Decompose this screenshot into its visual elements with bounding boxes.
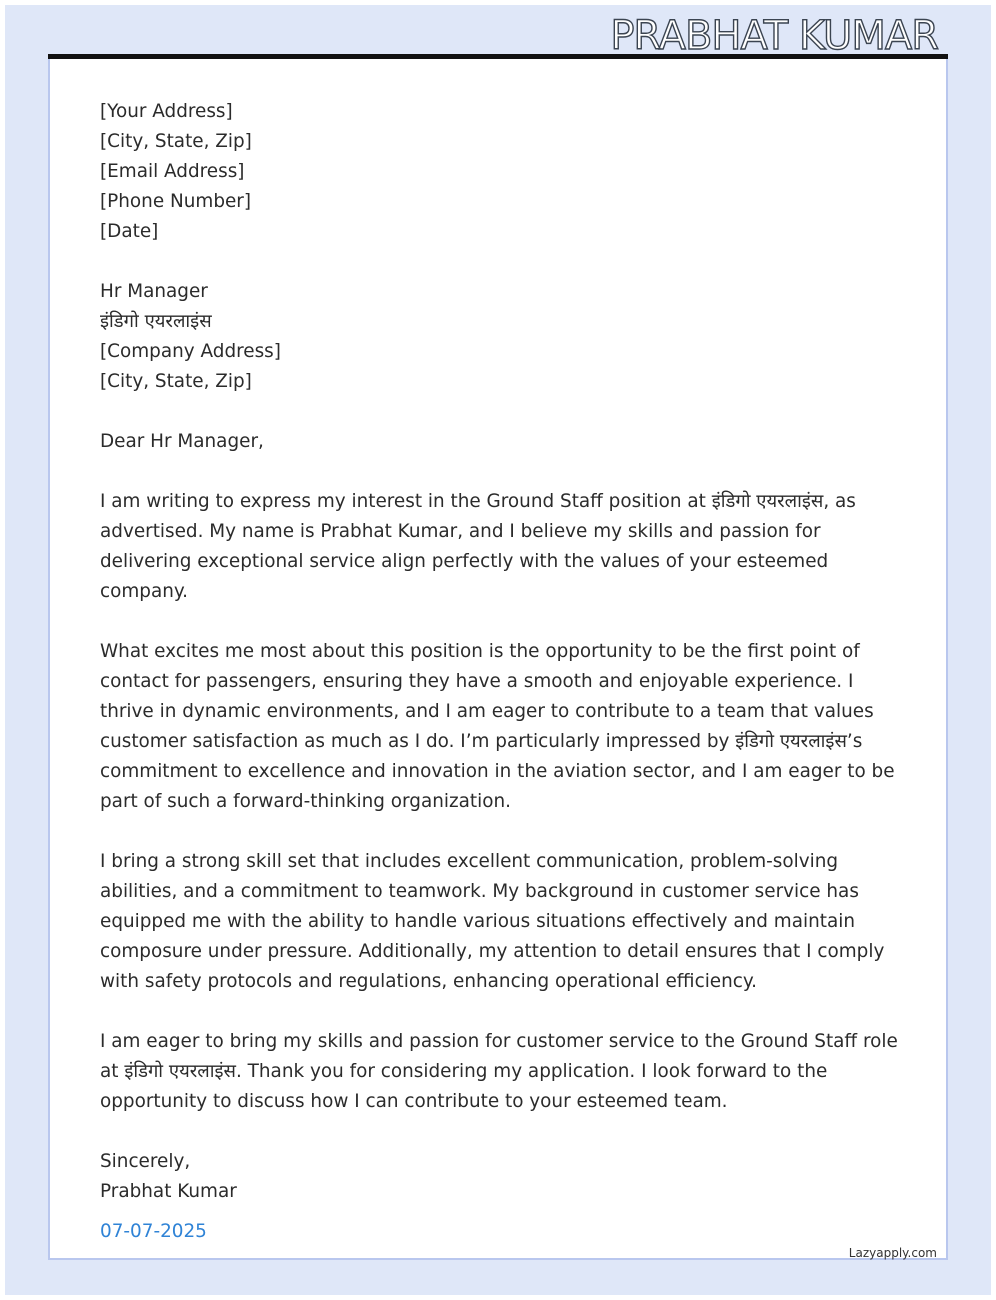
spacer <box>100 247 900 277</box>
recipient-company: इंडिगो एयरलाइंस <box>100 311 212 332</box>
paragraph-closing: I am eager to bring my skills and passion for customer service to the Ground Staff role at इंडिगो एयरलाइंस. Thank you for considering my application. I look forward to the opportunity to discuss how I can contribute to your esteemed team. <box>100 1031 898 1112</box>
spacer <box>100 397 900 427</box>
spacer <box>100 817 900 847</box>
sender-address: [Your Address] <box>100 101 233 122</box>
salutation: Dear Hr Manager, <box>100 431 264 452</box>
signature-name: Prabhat Kumar <box>100 1181 237 1202</box>
applicant-name-header: PRABHAT KUMAR <box>610 13 938 59</box>
watermark-text: Lazyapply.com <box>848 1246 937 1260</box>
recipient-title: Hr Manager <box>100 281 208 302</box>
recipient-city-state-zip: [City, State, Zip] <box>100 371 252 392</box>
sender-date: [Date] <box>100 221 159 242</box>
paragraph-skills: I bring a strong skill set that includes excellent communication, problem-solving abilities, and a commitment to teamwork. My background in customer service has equipped me with the ability to handle various situations effectively and maintain composure under pressure. Additionally, my attention to detail ensures that I comply with safety protocols and regulations, enhancing operational efficiency. <box>100 851 885 992</box>
letter-date: 07-07-2025 <box>100 1221 207 1242</box>
sender-city-state-zip: [City, State, Zip] <box>100 131 252 152</box>
sender-phone: [Phone Number] <box>100 191 252 212</box>
closing: Sincerely, <box>100 1151 191 1172</box>
paragraph-motivation: What excites me most about this position is the opportunity to be the first point of contact for passengers, ensuring they have a smooth and enjoyable experience. I thrive in dynamic environments, and I am eager to contribute to a team that values customer satisfaction as much as I do. I’m particularly impressed by इंडिगो एयरलाइंस’s commitment to excellence and innovation in the aviation sector, and I am eager to be part of such a forward-thinking organization. <box>100 641 895 812</box>
recipient-address: [Company Address] <box>100 341 281 362</box>
spacer <box>100 457 900 487</box>
paragraph-intro: I am writing to express my interest in the Ground Staff position at इंडिगो एयरलाइंस, as advertised. My name is Prabhat Kumar, and I believe my skills and passion for delivering exceptional service align perfectly with the values of your esteemed company. <box>100 491 856 602</box>
spacer <box>100 607 900 637</box>
spacer <box>100 997 900 1027</box>
spacer <box>100 1117 900 1147</box>
sender-email: [Email Address] <box>100 161 245 182</box>
cover-letter-body <box>100 97 900 1247</box>
